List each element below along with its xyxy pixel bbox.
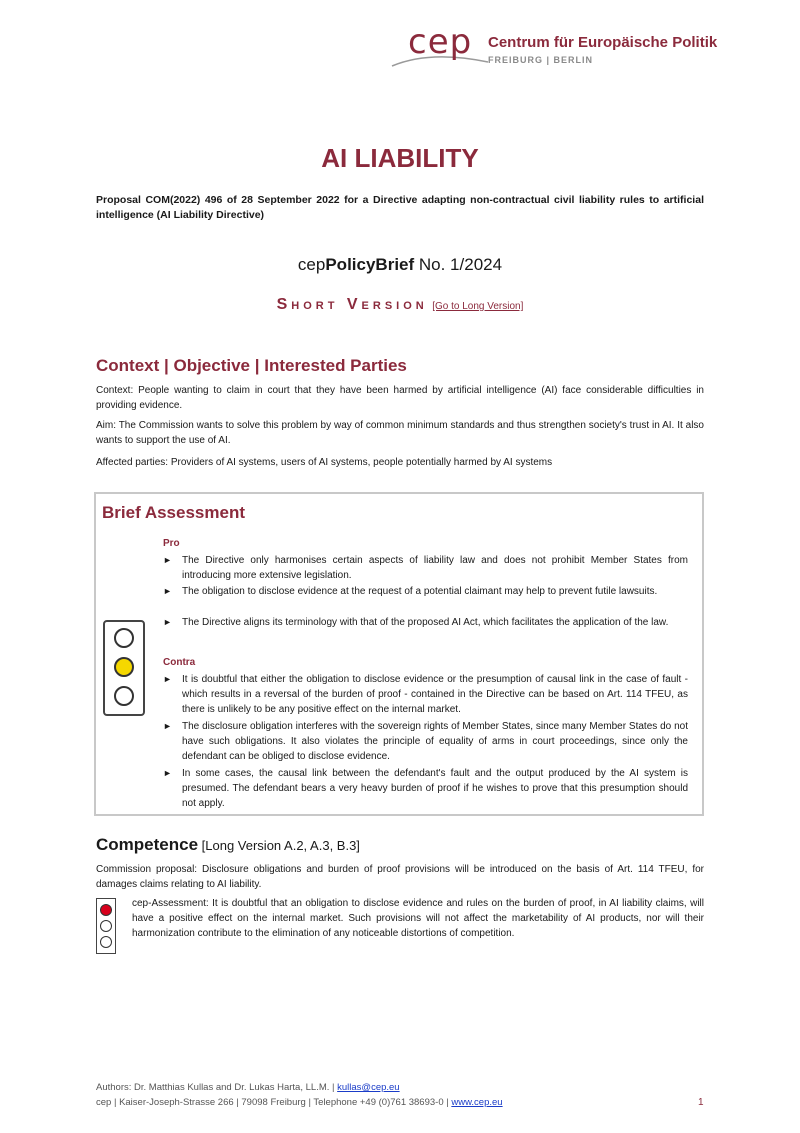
lamp-middle-icon	[100, 920, 112, 932]
arrow-bullet-icon: ►	[163, 617, 172, 627]
lamp-top-icon	[100, 904, 112, 916]
long-version-link[interactable]: [Go to Long Version]	[432, 301, 524, 312]
traffic-light-icon	[103, 620, 145, 716]
context-text: People wanting to claim in court that they have been harmed by artificial intelligence (AI) face considerable difficulties in providing evidence.	[96, 385, 704, 411]
brief-issue: No. 1/2024	[414, 255, 503, 274]
pro-item	[163, 584, 688, 599]
brief-prefix: cep	[297, 255, 326, 274]
contra-item	[163, 719, 688, 764]
arrow-bullet-icon: ►	[163, 721, 172, 731]
page-number: 1	[698, 1097, 704, 1108]
context-paragraph	[96, 383, 704, 413]
small-traffic-light-icon	[96, 898, 116, 954]
affected-label: Affected parties:	[96, 457, 169, 468]
page-title: AI LIABILITY	[321, 143, 479, 173]
cep-logo	[390, 22, 718, 72]
contra-item	[163, 672, 688, 717]
contra-item-text: In some cases, the causal link between the defendant's fault and the output produced by the AI system is presumed. The defendant bears a very heavy burden of proof if he wishes to prove that this presumption should not apply.	[182, 768, 688, 809]
aim-label: Aim:	[96, 420, 116, 431]
pro-item	[163, 615, 688, 630]
footer-address	[96, 1097, 503, 1108]
pro-heading: Pro	[163, 538, 180, 549]
contra-item-text: It is doubtful that either the obligation to disclose evidence or the presumption of causal link in the case of fault - which results in a reversal of the burden of proof - contained in the Directive can be based on Art. 114 TFEU, as there is unlikely to be any positive effect on the internal market.	[182, 674, 688, 715]
contra-item	[163, 766, 688, 811]
cep-assessment-paragraph	[132, 896, 704, 941]
competence-ref: [Long Version A.2, A.3, B.3]	[198, 838, 360, 853]
logo-text: cep	[408, 22, 473, 62]
author-email-link[interactable]: kullas@cep.eu	[337, 1082, 400, 1093]
arrow-bullet-icon: ►	[163, 674, 172, 684]
org-cities: FREIBURG | BERLIN	[488, 55, 594, 65]
pro-item-text: The Directive aligns its terminology with that of the proposed AI Act, which facilitates the application of the law.	[182, 617, 669, 628]
short-version-label: Short Version	[276, 296, 428, 313]
short-version-heading	[0, 296, 800, 314]
pro-item	[163, 553, 688, 583]
arrow-bullet-icon: ►	[163, 555, 172, 565]
proposal-label: Commission proposal:	[96, 864, 198, 875]
cep-assessment-text: It is doubtful that an obligation to disclose evidence and rules on the burden of proof, in AI liability claims, will have a positive effect on the internal market. Such provisions will not affect the marketability of AI products, nor will their harmonization contribute to the elimination of any noticeable distortions of competition.	[132, 898, 704, 939]
lamp-bottom-icon	[114, 686, 134, 706]
brief-number	[0, 255, 800, 275]
aim-paragraph	[96, 418, 704, 448]
affected-text: Providers of AI systems, users of AI systems, people potentially harmed by AI systems	[168, 457, 553, 468]
proposal-text: Disclosure obligations and burden of proof provisions will be introduced on the basis of Art. 114 TFEU, for damages claims relating to AI liability.	[96, 864, 704, 890]
lamp-middle-icon	[114, 657, 134, 677]
website-link[interactable]: www.cep.eu	[451, 1097, 503, 1108]
context-heading: Context | Objective | Interested Parties	[96, 356, 407, 375]
address-text: cep | Kaiser-Joseph-Strasse 266 | 79098 Freiburg | Telephone +49 (0)761 38693-0 |	[96, 1097, 452, 1108]
assessment-heading: Brief Assessment	[102, 503, 245, 522]
lamp-bottom-icon	[100, 936, 112, 948]
arrow-bullet-icon: ►	[163, 586, 172, 596]
arrow-bullet-icon: ►	[163, 768, 172, 778]
cep-assessment-label: cep-Assessment:	[132, 898, 209, 909]
brief-name: PolicyBrief	[325, 255, 415, 274]
aim-text: The Commission wants to solve this problem by way of common minimum standards and thus strengthen society's trust in AI. It also wants to support the use of AI.	[96, 420, 704, 446]
proposal-paragraph	[96, 862, 704, 892]
authors-text: Authors: Dr. Matthias Kullas and Dr. Lukas Harta, LL.M. |	[96, 1082, 338, 1093]
contra-heading: Contra	[163, 657, 196, 668]
affected-paragraph	[96, 455, 704, 470]
page-subtitle: Proposal COM(2022) 496 of 28 September 2022 for a Directive adapting non-contractual civil liability rules to artificial intelligence (AI Liability Directive)	[96, 194, 704, 221]
lamp-top-icon	[114, 628, 134, 648]
org-name: Centrum für Europäische Politik	[488, 34, 718, 51]
competence-heading	[96, 835, 360, 855]
context-label: Context:	[96, 385, 134, 396]
pro-item-text: The obligation to disclose evidence at the request of a potential claimant may help to prevent futile lawsuits.	[182, 586, 658, 597]
pro-item-text: The Directive only harmonises certain aspects of liability law and does not prohibit Member States from introducing more extensive legislation.	[182, 555, 688, 581]
competence-title: Competence	[96, 835, 199, 854]
contra-item-text: The disclosure obligation interferes with the sovereign rights of Member States, since many Member States do not have such obligations. It also violates the principle of equality of arms in court proceedings, since only the defendant can be obliged to disclose evidence.	[182, 721, 688, 762]
footer-authors	[96, 1082, 400, 1093]
